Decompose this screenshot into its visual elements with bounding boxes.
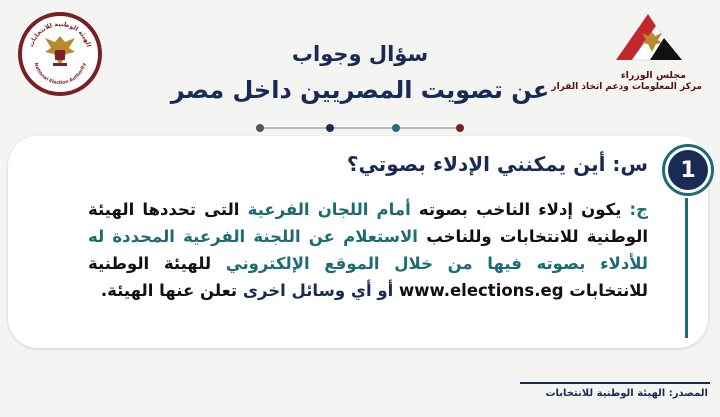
dotted-separator: [250, 122, 470, 134]
question-text: س: أين يمكنني الإدلاء بصوتي؟: [346, 152, 648, 176]
answer-highlight: الموقع الإلكتروني: [225, 254, 380, 273]
answer-part: المحددة له للأدلاء بصوته فيها من خلال: [88, 227, 649, 273]
answer-text: [88, 196, 648, 304]
answer-highlight: الاستعلام عن اللجنة الفرعية: [183, 227, 418, 246]
answer-part: أو أي وسائل اخرى: [242, 281, 394, 300]
website-link[interactable]: www.elections.eg: [399, 281, 564, 300]
cabinet-idsc-logo: [612, 8, 686, 66]
source-divider: [520, 382, 710, 384]
source-text: المصدر: الهيئة الوطنية للانتخابات: [545, 388, 708, 399]
separator-dot: [326, 124, 334, 132]
idsc-title: مركز المعلومات ودعم اتخاذ القرار: [551, 82, 702, 92]
answer-part: التى تحددها الهيئة الوطنية للانتخابات وللناخب: [88, 200, 648, 246]
answer-part: يكون إدلاء الناخب بصوته: [418, 200, 622, 219]
cabinet-title: مجلس الوزراء: [620, 70, 686, 81]
election-authority-seal-icon: [22, 16, 98, 92]
headline-line-1: سؤال وجواب: [291, 42, 429, 66]
separator-dot: [456, 124, 464, 132]
question-number-badge: [662, 144, 714, 196]
answer-part: للهيئة الوطنية للانتخابات: [88, 254, 648, 300]
separator-dot: [392, 124, 400, 132]
card-accent-line: [685, 198, 688, 338]
eagle-flag-icon: [612, 8, 686, 66]
answer-prefix: ج:: [629, 200, 649, 219]
headline-line-2: عن تصويت المصريين داخل مصر: [170, 76, 550, 104]
seal-arabic-text: الهيئة الوطنية للانتخابات: [27, 20, 93, 48]
separator-graphic: [250, 122, 470, 134]
question-number: 1: [668, 150, 708, 190]
seal-english-text: National Election Authority: [32, 62, 88, 87]
answer-part: تعلن عنها الهيئة.: [100, 281, 238, 300]
answer-highlight: أمام اللجان الفرعية: [247, 200, 411, 219]
separator-dot: [256, 124, 264, 132]
national-election-authority-logo: [18, 12, 102, 96]
